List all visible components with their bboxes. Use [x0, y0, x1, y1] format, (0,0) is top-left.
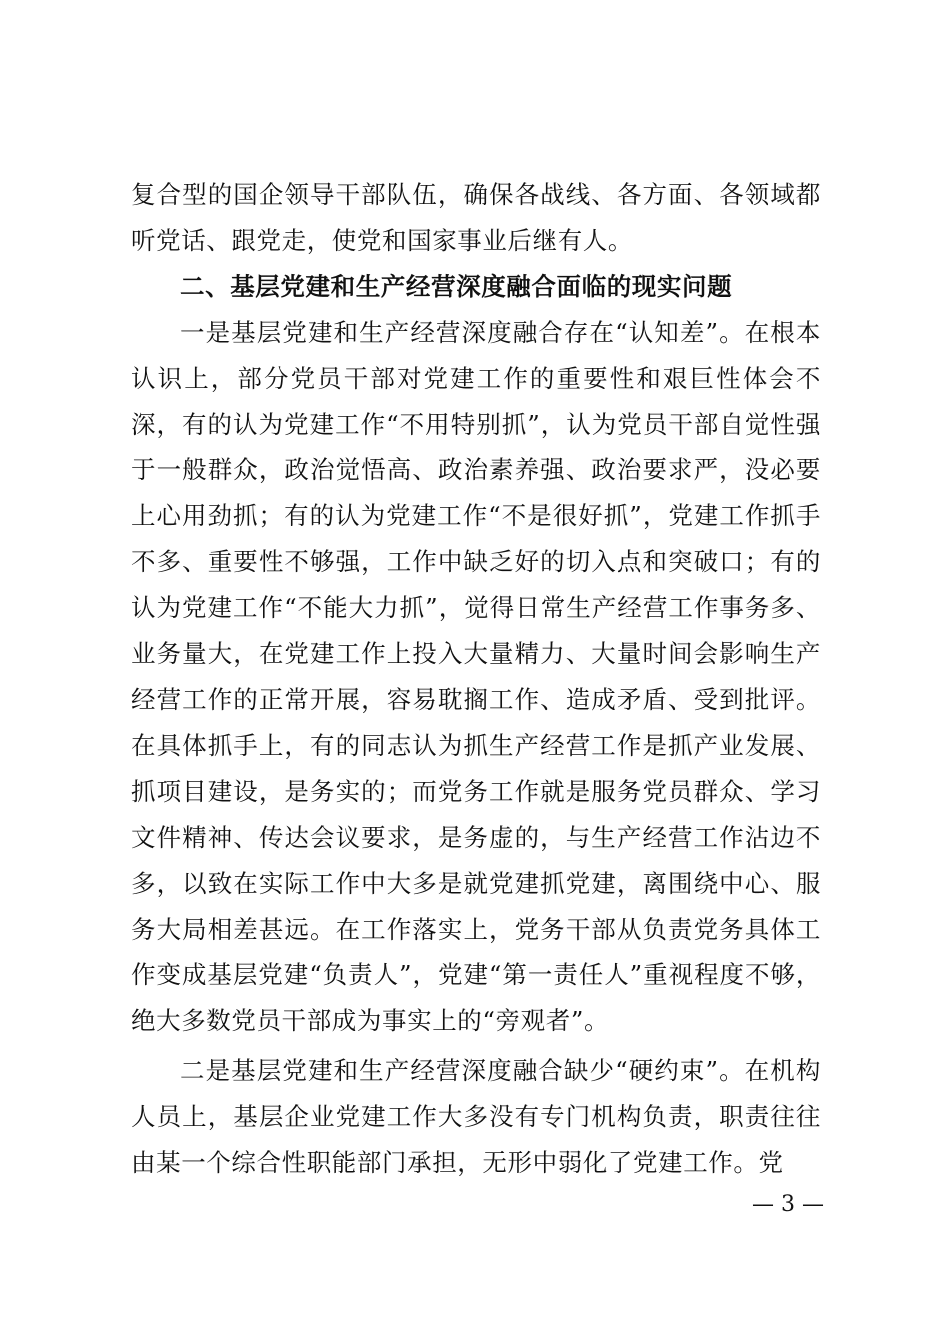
page-number: — 3 —	[752, 1192, 824, 1217]
document-body	[131, 172, 821, 1186]
section-heading: 二、基层党建和生产经营深度融合面临的现实问题	[180, 271, 733, 301]
paragraph-continuation: 复合型的国企领导干部队伍，确保各战线、各方面、各领域都听党话、跟党走，使党和国家事业后继有人。	[131, 180, 821, 255]
paragraph-point-two: 二是基层党建和生产经营深度融合缺少“硬约束”。在机构人员上，基层企业党建工作大多没有专门机构负责，职责往往由某一个综合性职能部门承担，无形中弱化了党建工作。党	[131, 1056, 821, 1178]
paragraph-point-one: 一是基层党建和生产经营深度融合存在“认知差”。在根本认识上，部分党员干部对党建工作的重要性和艰巨性体会不深，有的认为党建工作“不用特别抓”，认为党员干部自觉性强于一般群众，政治觉悟高、政治素养强、政治要求严，没必要上心用劲抓；有的认为党建工作“不是很好抓”，党建工作抓手不多、重要性不够强，工作中缺乏好的切入点和突破口；有的认为党建工作“不能大力抓”，觉得日常生产经营工作事务多、业务量大，在党建工作上投入大量精力、大量时间会影响生产经营工作的正常开展，容易耽搁工作、造成矛盾、受到批评。在具体抓手上，有的同志认为抓生产经营工作是抓产业发展、抓项目建设，是务实的；而党务工作就是服务党员群众、学习文件精神、传达会议要求，是务虚的，与生产经营工作沾边不多，以致在实际工作中大多是就党建抓党建，离围绕中心、服务大局相差甚远。在工作落实上，党务干部从负责党务具体工作变成基层党建“负责人”，党建“第一责任人”重视程度不够，绝大多数党员干部成为事实上的“旁观者”。	[131, 317, 821, 1036]
